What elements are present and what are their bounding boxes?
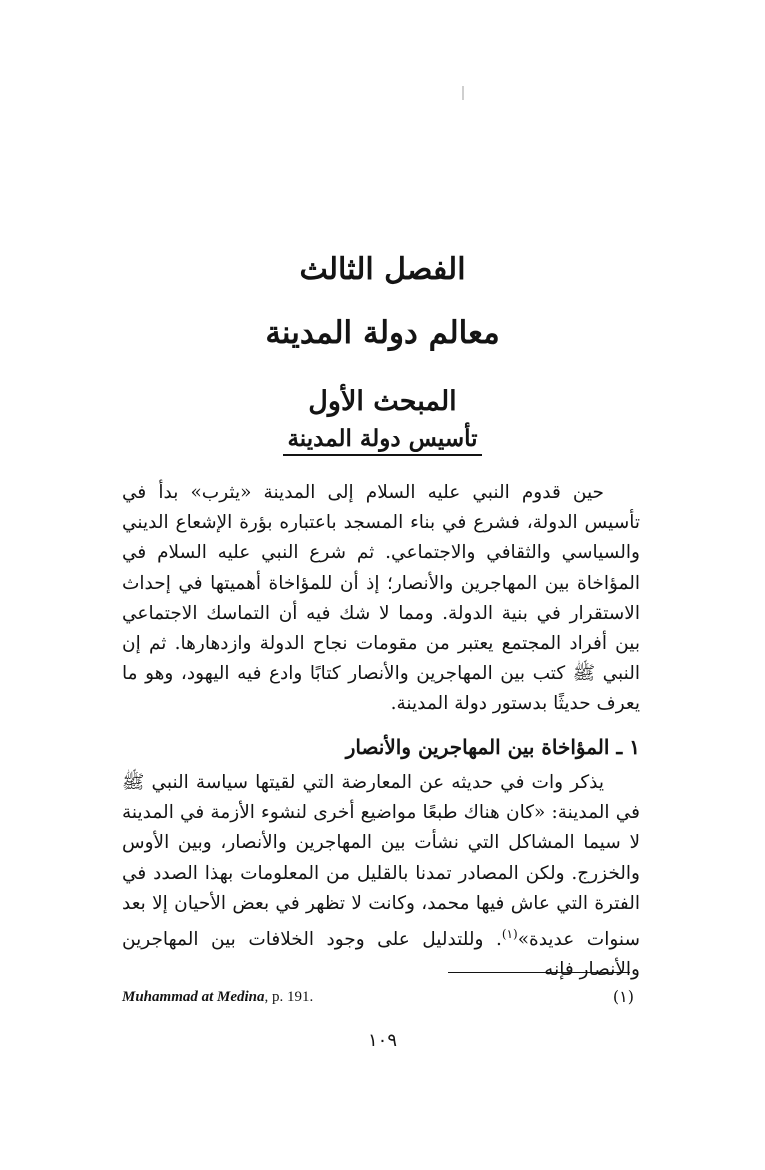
chapter-subtitle: معالم دولة المدينة <box>265 315 500 351</box>
subsection-heading: ١ ـ المؤاخاة بين المهاجرين والأنصار <box>345 735 640 759</box>
section-subheading-wrapper <box>0 424 765 454</box>
footnote-marker: (١) <box>612 987 634 1006</box>
brotherhood-paragraph-tail: . وللتدليل على وجود الخلافات بين المهاجرين والأنصار فإنه <box>122 929 640 981</box>
brotherhood-paragraph <box>122 768 640 986</box>
footnote-reference[interactable]: (١) <box>501 927 518 942</box>
scan-speck <box>462 86 464 100</box>
footnote <box>122 986 634 1010</box>
page-number: ١٠٩ <box>367 1030 397 1051</box>
intro-paragraph: حين قدوم النبي عليه السلام إلى المدينة «يثرب» بدأ في تأسيس الدولة، فشرع في بناء المسجد باعتباره بؤرة الإشعاع الديني والسياسي والثقافي والاجتماعي. ثم شرع النبي عليه السلام في المؤاخاة بين المهاجرين والأنصار؛ إذ أن للمؤاخاة أهميتها في إحداث الاستقرار في بنية الدولة. ومما لا شك فيه أن التماسك الاجتماعي بين أفراد المجتمع يعتبر من مقومات نجاح الدولة وازدهارها. ثم إن النبي ﷺ كتب بين المهاجرين والأنصار كتابًا وادع فيه اليهود، وهو ما يعرف حديثًا بدستور دولة المدينة. <box>122 482 640 715</box>
footnote-divider <box>448 972 630 973</box>
footnote-source-title: Muhammad at Medina <box>122 989 265 1005</box>
section-heading: المبحث الأول <box>308 386 457 417</box>
footnote-source-rest: , p. 191. <box>264 989 314 1005</box>
chapter-title: الفصل الثالث <box>299 252 466 287</box>
footnote-text <box>122 986 313 1008</box>
section-subheading: تأسيس دولة المدينة <box>283 425 481 456</box>
brotherhood-paragraph-text: يذكر وات في حديثه عن المعارضة التي لقيتها سياسة النبي ﷺ في المدينة: «كان هناك طبعًا مواضيع أخرى لنشوء الأزمة في المدينة لا سيما المشاكل التي نشأت بين المهاجرين والأنصار، وبين الأوس والخزرج. ولكن المصادر تمدنا بالقليل من المعلومات بهذا الصدد في الفترة التي عاش فيها محمد، وكانت لا تظهر في بعض الأحيان إلا بعد سنوات عديدة» <box>122 772 641 951</box>
